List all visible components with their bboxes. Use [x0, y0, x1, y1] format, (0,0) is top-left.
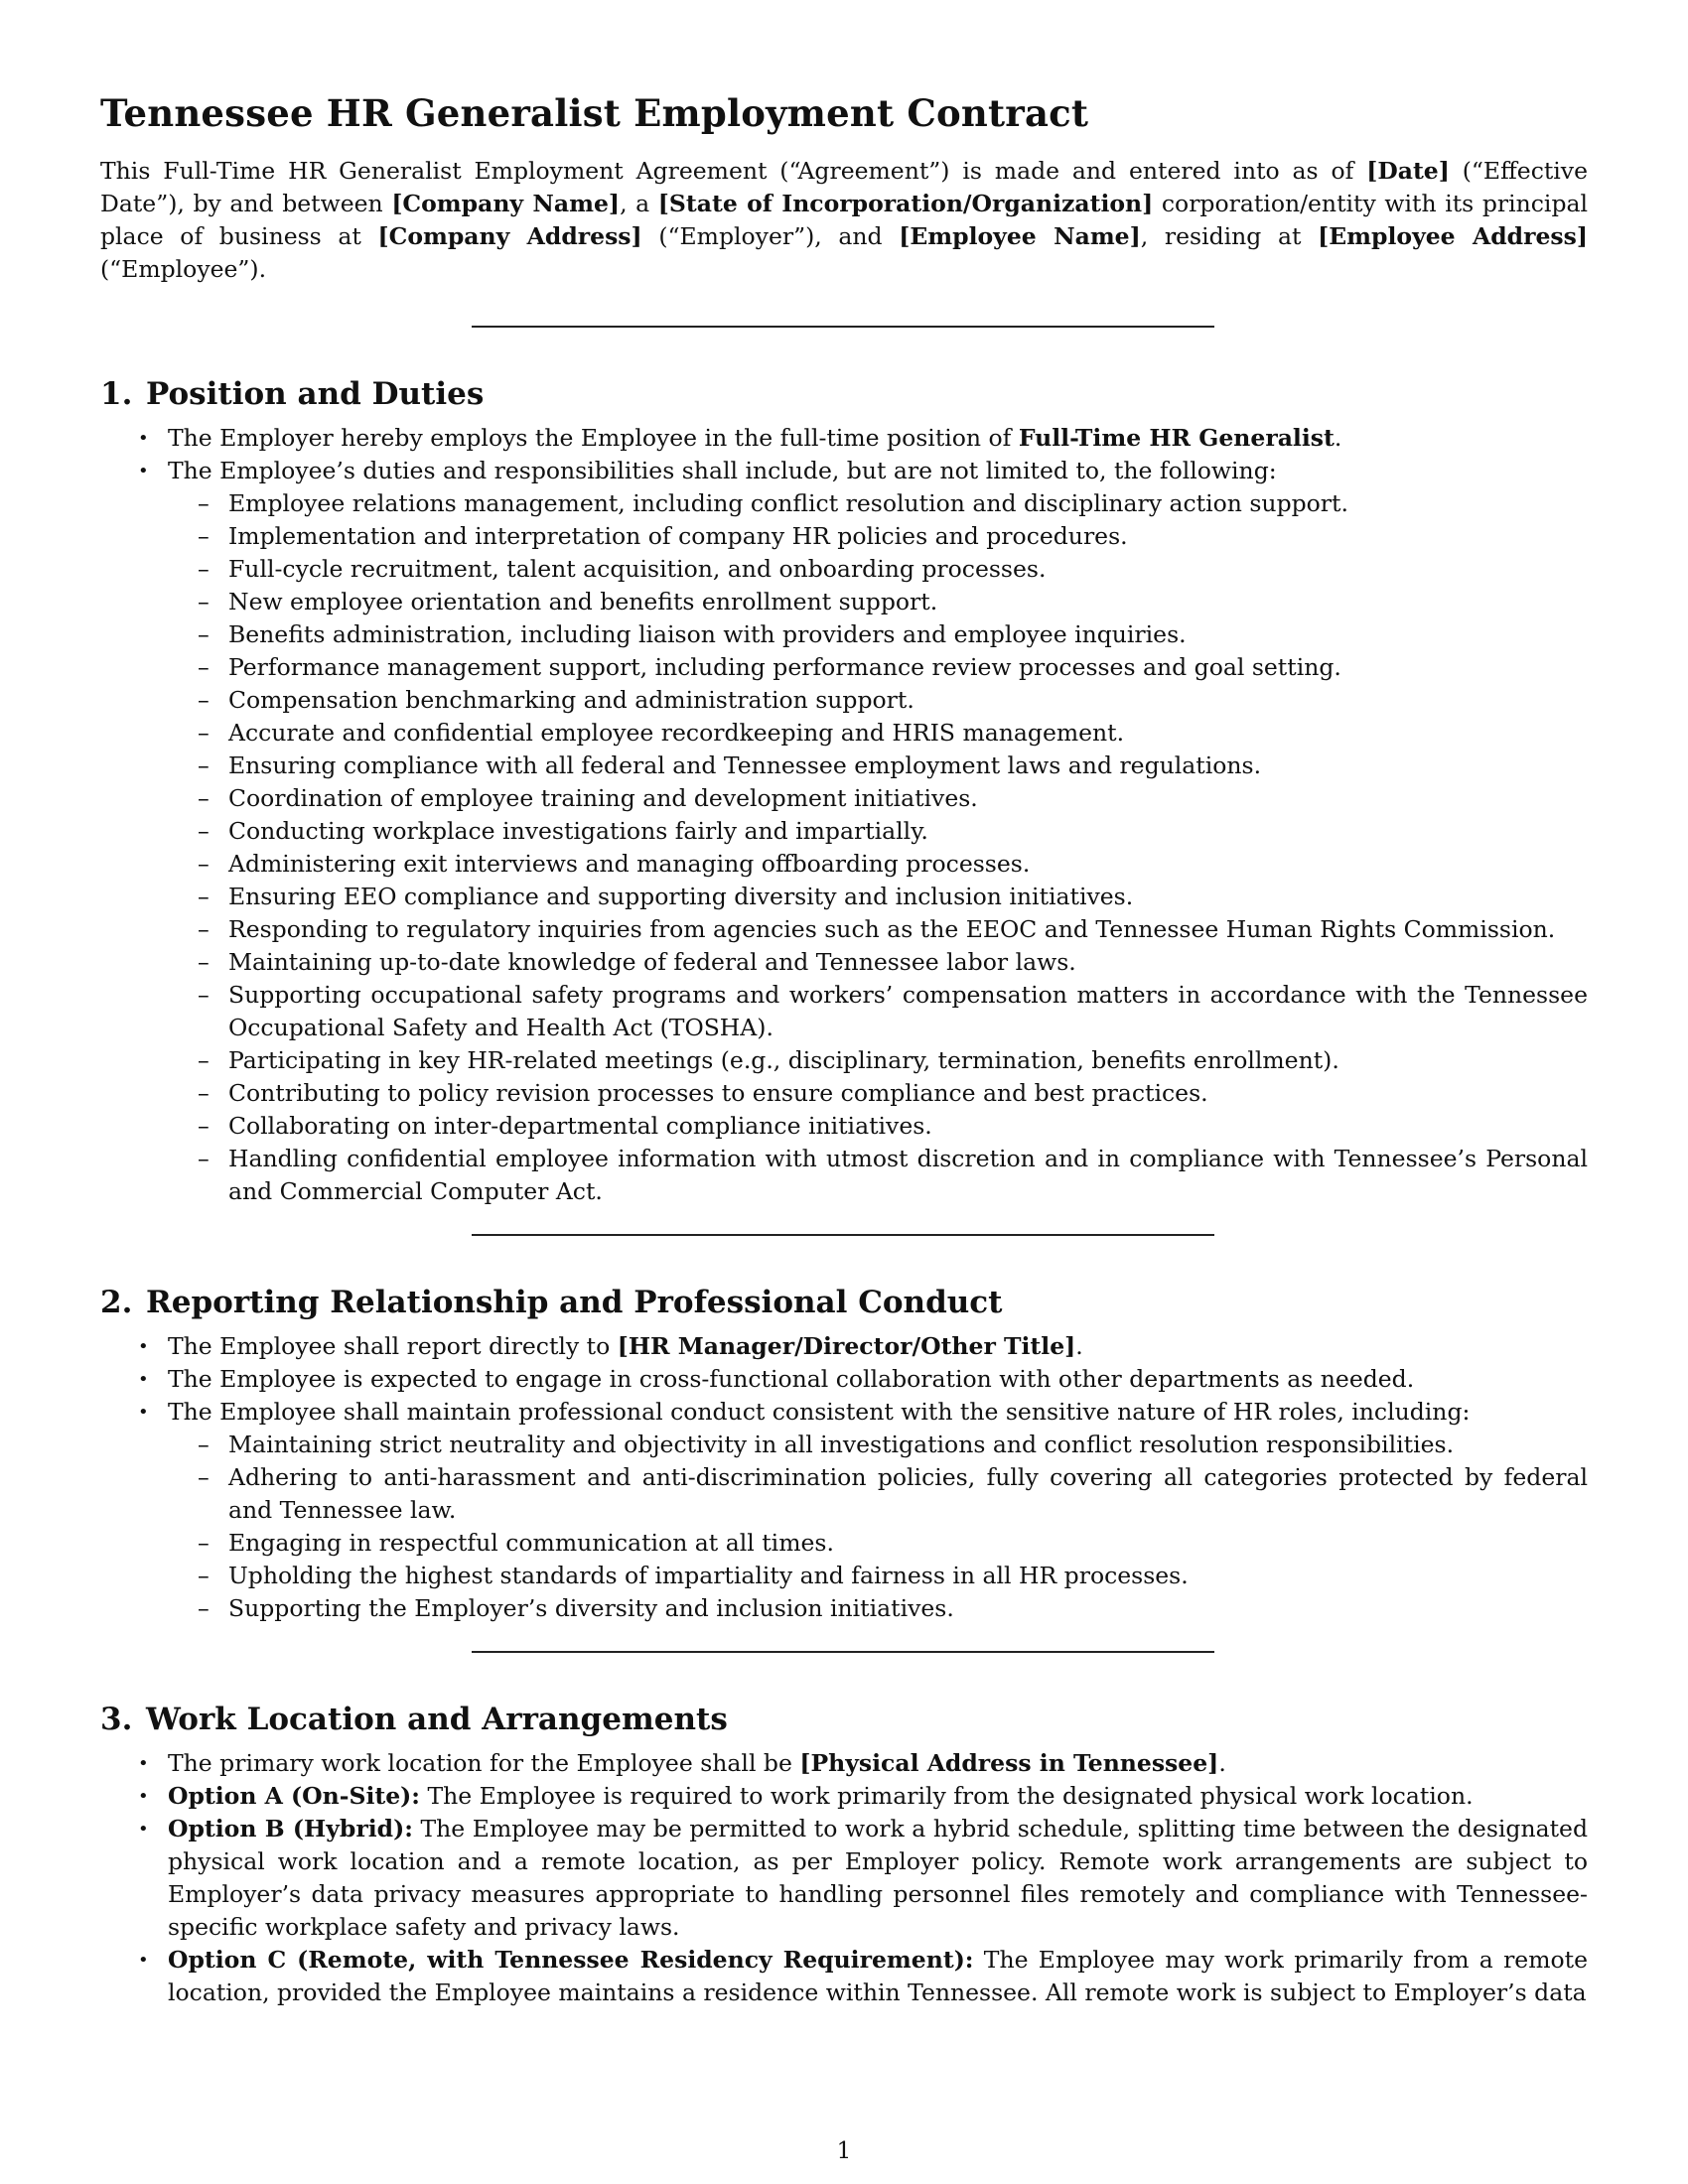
dash-bullet-icon: –	[198, 915, 210, 943]
dash-bullet-icon: –	[198, 1079, 210, 1107]
page-number: 1	[836, 2138, 852, 2164]
sublist-item-text: Administering exit interviews and managing offboarding processes.	[228, 850, 1031, 878]
sublist-item-text: Responding to regulatory inquiries from agencies such as the EEOC and Tennessee Human Rights Commission.	[228, 915, 1556, 943]
dash-bullet-icon: –	[198, 850, 210, 878]
intro-paragraph	[100, 155, 1588, 286]
list-item	[100, 1780, 1588, 1813]
sublist-item-text: Employee relations management, including conflict resolution and disciplinary action support.	[228, 489, 1348, 517]
dash-bullet-icon: –	[198, 817, 210, 845]
sublist-item-text: Conducting workplace investigations fairly and impartially.	[228, 817, 928, 845]
list-item	[100, 1944, 1588, 2009]
sublist-item-text: Supporting the Employer’s diversity and inclusion initiatives.	[228, 1594, 954, 1622]
sublist-item-text: Performance management support, including performance review processes and goal setting.	[228, 653, 1341, 681]
sublist-item	[168, 1592, 1588, 1625]
option-a-text: The Employee is required to work primarily from the designated physical work location.	[419, 1782, 1474, 1810]
bullet-icon: •	[138, 1402, 149, 1423]
dash-bullet-icon: –	[198, 489, 210, 517]
state-of-incorporation-placeholder: [State of Incorporation/Organization]	[657, 190, 1154, 217]
dash-bullet-icon: –	[198, 719, 210, 747]
section-1-list	[100, 422, 1588, 1208]
position-title: Full-Time HR Generalist	[1018, 424, 1335, 452]
intro-text: , residing at	[1140, 222, 1319, 250]
section-number: 3.	[100, 1702, 133, 1737]
option-a-label: Option A (On-Site):	[168, 1782, 420, 1810]
dash-bullet-icon: –	[198, 1463, 210, 1491]
sublist-item	[168, 1429, 1588, 1461]
sublist-item	[168, 1077, 1588, 1110]
section-2-list	[100, 1330, 1588, 1625]
dash-bullet-icon: –	[198, 653, 210, 681]
bullet-icon: •	[138, 1336, 149, 1357]
list-item	[100, 422, 1588, 455]
bullet-icon: •	[138, 1950, 149, 1971]
date-placeholder: [Date]	[1366, 157, 1450, 185]
sublist-item	[168, 717, 1588, 750]
intro-text: (“Employee”).	[100, 255, 267, 283]
sublist-item	[168, 1527, 1588, 1560]
sublist-item	[168, 881, 1588, 913]
section-number: 2.	[100, 1285, 133, 1320]
option-c-label: Option C (Remote, with Tennessee Residency Requirement):	[168, 1946, 974, 1974]
bullet-icon: •	[138, 1753, 149, 1774]
intro-text: This Full-Time HR Generalist Employment Agreement (“Agreement”) is made and entered into as of	[100, 157, 1367, 185]
sublist-item	[168, 520, 1588, 553]
option-b-text: The Employee may be permitted to work a hybrid schedule, splitting time between the designated physical work location and a remote location, as per Employer policy. Remote work arrangements are subject to Employer’s data privacy measures appropriate to handling personnel files remotely and compliance with Tennessee-specific workplace safety and privacy laws.	[168, 1815, 1588, 1941]
list-item-text: The Employer hereby employs the Employee in the full-time position of	[168, 424, 1019, 452]
list-item-text: .	[1218, 1749, 1226, 1777]
supervisor-title-placeholder: [HR Manager/Director/Other Title]	[617, 1332, 1076, 1360]
sublist-item	[168, 979, 1588, 1044]
dash-bullet-icon: –	[198, 522, 210, 550]
sublist-item-text: New employee orientation and benefits enrollment support.	[228, 588, 938, 615]
list-item	[100, 455, 1588, 1208]
dash-bullet-icon: –	[198, 1046, 210, 1074]
sublist-item	[168, 815, 1588, 848]
bullet-icon: •	[138, 1786, 149, 1807]
sublist-item	[168, 848, 1588, 881]
sublist-item	[168, 750, 1588, 782]
sublist-item-text: Maintaining up-to-date knowledge of federal and Tennessee labor laws.	[228, 948, 1076, 976]
sublist-item	[168, 1461, 1588, 1527]
dash-bullet-icon: –	[198, 1145, 210, 1172]
sublist-item-text: Full-cycle recruitment, talent acquisition, and onboarding processes.	[228, 555, 1047, 583]
list-item	[100, 1396, 1588, 1625]
bullet-icon: •	[138, 461, 149, 481]
dash-bullet-icon: –	[198, 1112, 210, 1140]
section-3-list	[100, 1747, 1588, 2009]
sublist-item	[168, 1560, 1588, 1592]
sublist-item	[168, 586, 1588, 618]
list-item-text: The primary work location for the Employee shall be	[168, 1749, 800, 1777]
sublist-item-text: Contributing to policy revision processes to ensure compliance and best practices.	[228, 1079, 1208, 1107]
intro-text: corporation/entity with its principal place of business at	[100, 190, 1589, 250]
section-number: 1.	[100, 376, 133, 412]
sublist-item	[168, 782, 1588, 815]
sublist-item-text: Participating in key HR-related meetings (e.g., disciplinary, termination, benefits enrollment).	[228, 1046, 1339, 1074]
dash-bullet-icon: –	[198, 1562, 210, 1589]
section-divider	[472, 326, 1214, 328]
intro-text: (“Effective Date”), by and between	[100, 157, 1588, 217]
dash-bullet-icon: –	[198, 620, 210, 648]
list-item-text: The Employee’s duties and responsibilities shall include, but are not limited to, the following:	[168, 457, 1277, 484]
work-address-placeholder: [Physical Address in Tennessee]	[799, 1749, 1219, 1777]
sublist-item-text: Supporting occupational safety programs and workers’ compensation matters in accordance with the Tennessee Occupational Safety and Health Act (TOSHA).	[228, 981, 1588, 1041]
section-heading-reporting-relationship	[100, 1281, 1588, 1324]
sublist-item-text: Upholding the highest standards of impartiality and fairness in all HR processes.	[228, 1562, 1189, 1589]
sublist-item-text: Collaborating on inter-departmental compliance initiatives.	[228, 1112, 932, 1140]
dash-bullet-icon: –	[198, 686, 210, 714]
list-item	[100, 1747, 1588, 1780]
employee-name-placeholder: [Employee Name]	[899, 222, 1141, 250]
list-item	[100, 1813, 1588, 1944]
sublist-item-text: Adhering to anti-harassment and anti-discrimination policies, fully covering all categories protected by federal and Tennessee law.	[228, 1463, 1588, 1524]
option-c-text: The Employee may work primarily from a remote location, provided the Employee maintains a residence within Tennessee. All remote work is subject to Employer’s data	[168, 1946, 1588, 2006]
intro-text: , a	[620, 190, 658, 217]
company-name-placeholder: [Company Name]	[391, 190, 621, 217]
sublist-item-text: Compensation benchmarking and administration support.	[228, 686, 914, 714]
bullet-icon: •	[138, 428, 149, 449]
list-item	[100, 1330, 1588, 1363]
section-title: Work Location and Arrangements	[146, 1702, 728, 1737]
sublist-item	[168, 913, 1588, 946]
section-heading-work-location	[100, 1698, 1588, 1741]
sublist-item	[168, 1044, 1588, 1077]
section-title: Reporting Relationship and Professional Conduct	[146, 1285, 1003, 1320]
section-heading-position-and-duties	[100, 372, 1588, 416]
sublist-item-text: Implementation and interpretation of company HR policies and procedures.	[228, 522, 1128, 550]
sublist-item-text: Ensuring EEO compliance and supporting diversity and inclusion initiatives.	[228, 883, 1134, 910]
sublist-item	[168, 487, 1588, 520]
dash-bullet-icon: –	[198, 784, 210, 812]
sublist-item	[168, 618, 1588, 651]
dash-bullet-icon: –	[198, 883, 210, 910]
duties-sublist	[198, 487, 1588, 1208]
sublist-item	[168, 553, 1588, 586]
sublist-item-text: Handling confidential employee information with utmost discretion and in compliance with Tennessee’s Personal and Commercial Computer Act.	[228, 1145, 1588, 1205]
dash-bullet-icon: –	[198, 1594, 210, 1622]
section-title: Position and Duties	[146, 376, 485, 412]
list-item-text: The Employee shall maintain professional conduct consistent with the sensitive nature of HR roles, including:	[168, 1398, 1471, 1426]
section-divider	[472, 1651, 1214, 1653]
dash-bullet-icon: –	[198, 588, 210, 615]
sublist-item-text: Ensuring compliance with all federal and Tennessee employment laws and regulations.	[228, 751, 1262, 779]
list-item-text: .	[1334, 424, 1342, 452]
sublist-item-text: Accurate and confidential employee recordkeeping and HRIS management.	[228, 719, 1125, 747]
bullet-icon: •	[138, 1819, 149, 1840]
dash-bullet-icon: –	[198, 1529, 210, 1557]
intro-text: (“Employer”), and	[641, 222, 900, 250]
document-body	[100, 83, 1588, 2009]
sublist-item	[168, 651, 1588, 684]
dash-bullet-icon: –	[198, 981, 210, 1009]
sublist-item-text: Maintaining strict neutrality and objectivity in all investigations and conflict resolution responsibilities.	[228, 1431, 1455, 1458]
sublist-item	[168, 1110, 1588, 1143]
bullet-icon: •	[138, 1369, 149, 1390]
conduct-sublist	[198, 1429, 1588, 1625]
dash-bullet-icon: –	[198, 1431, 210, 1458]
employee-address-placeholder: [Employee Address]	[1318, 222, 1589, 250]
sublist-item-text: Coordination of employee training and development initiatives.	[228, 784, 978, 812]
list-item-text: .	[1075, 1332, 1083, 1360]
sublist-item-text: Benefits administration, including liaison with providers and employee inquiries.	[228, 620, 1187, 648]
sublist-item	[168, 1143, 1588, 1208]
list-item	[100, 1363, 1588, 1396]
dash-bullet-icon: –	[198, 555, 210, 583]
dash-bullet-icon: –	[198, 751, 210, 779]
section-divider	[472, 1234, 1214, 1236]
company-address-placeholder: [Company Address]	[377, 222, 642, 250]
list-item-text: The Employee is expected to engage in cross-functional collaboration with other departments as needed.	[168, 1365, 1415, 1393]
option-b-label: Option B (Hybrid):	[168, 1815, 413, 1843]
sublist-item-text: Engaging in respectful communication at all times.	[228, 1529, 834, 1557]
list-item-text: The Employee shall report directly to	[168, 1332, 618, 1360]
document-title: Tennessee HR Generalist Employment Contract	[100, 91, 1089, 135]
sublist-item	[168, 946, 1588, 979]
dash-bullet-icon: –	[198, 948, 210, 976]
sublist-item	[168, 684, 1588, 717]
